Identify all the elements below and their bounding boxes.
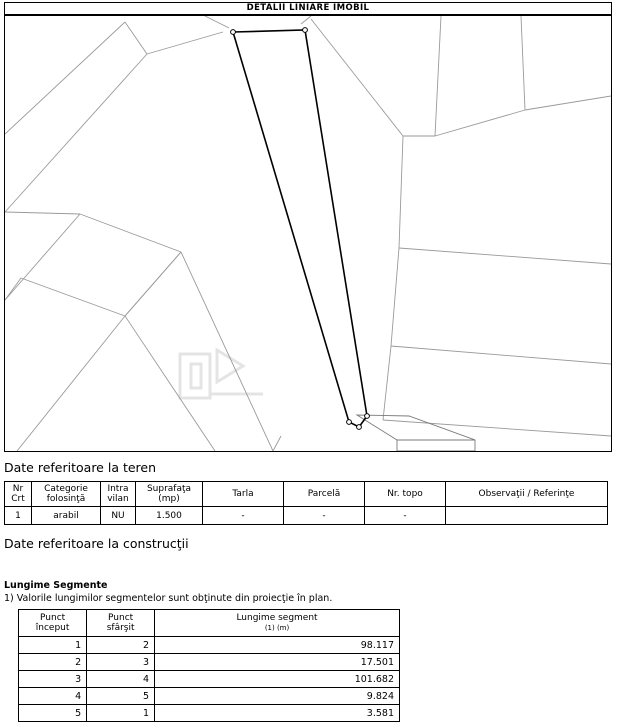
header-categorie-line2: folosinţă (46, 494, 86, 504)
header-intravilan (101, 482, 136, 507)
cell-punct-inceput: 2 (19, 654, 87, 671)
teren-table (4, 481, 608, 525)
building-outline (357, 415, 475, 451)
header-suprafata (136, 482, 203, 507)
header-tarla: Tarla (203, 482, 284, 507)
cell-punct-inceput: 5 (19, 705, 87, 722)
header-lungime-label: Lungime segment (236, 613, 318, 623)
header-suprafata-line1: Suprafaţa (146, 484, 192, 494)
neighbor-parcel-lines (5, 16, 611, 451)
header-lungime-segment (155, 610, 400, 637)
table-row (19, 637, 400, 654)
header-nr-crt (5, 482, 32, 507)
table-row (19, 688, 400, 705)
cell-punct-inceput: 3 (19, 671, 87, 688)
table-header-row (5, 482, 608, 507)
segmente-table-body (19, 637, 400, 722)
cell-parcela: - (284, 507, 365, 525)
cell-punct-sfarsit: 2 (87, 637, 155, 654)
cell-lungime: 3.581 (155, 705, 400, 722)
header-punct-inceput (19, 610, 87, 637)
cadastral-map (5, 16, 611, 451)
header-parcela: Parcelă (284, 482, 365, 507)
cell-lungime: 9.824 (155, 688, 400, 705)
header-intravilan-line2: vilan (107, 494, 129, 504)
cell-punct-sfarsit: 3 (87, 654, 155, 671)
cell-lungime: 17.501 (155, 654, 400, 671)
table-row (19, 654, 400, 671)
cell-lungime: 98.117 (155, 637, 400, 654)
header-nr-crt-line2: Crt (11, 494, 25, 504)
cell-punct-inceput: 4 (19, 688, 87, 705)
parcel-vertices (231, 28, 370, 430)
cell-punct-inceput: 1 (19, 637, 87, 654)
page-title: DETALII LINIARE IMOBIL (4, 2, 612, 15)
cell-nr-topo: - (365, 507, 446, 525)
teren-section-title: Date referitoare la teren (4, 460, 157, 475)
cell-intravilan: NU (101, 507, 136, 525)
map-frame (4, 15, 612, 452)
main-parcel-polygon (233, 30, 367, 427)
cell-nr-crt: 1 (5, 507, 32, 525)
table-row (5, 507, 608, 525)
header-categorie-line1: Categorie (44, 484, 88, 494)
table-row (19, 671, 400, 688)
header-punct-sfarsit (87, 610, 155, 637)
cell-tarla: - (203, 507, 284, 525)
table-header-row (19, 610, 400, 637)
constructii-section-title: Date referitoare la construcţii (4, 536, 189, 551)
header-lungime-unit: (1) (m) (264, 624, 290, 632)
cell-punct-sfarsit: 5 (87, 688, 155, 705)
header-observatii: Observaţii / Referinţe (446, 482, 608, 507)
cell-lungime: 101.682 (155, 671, 400, 688)
lungime-segmente-note: 1) Valorile lungimilor segmentelor sunt obţinute din proiecţie în plan. (4, 593, 333, 604)
cell-categorie: arabil (32, 507, 101, 525)
segmente-table (18, 609, 400, 722)
header-punct-sfarsit-line2: sfârşit (106, 623, 135, 633)
cell-suprafata: 1.500 (136, 507, 203, 525)
header-categorie (32, 482, 101, 507)
watermark-logo (180, 350, 263, 398)
header-punct-sfarsit-line1: Punct (108, 613, 134, 623)
cell-punct-sfarsit: 4 (87, 671, 155, 688)
header-punct-inceput-line2: început (35, 623, 70, 633)
header-nr-topo: Nr. topo (365, 482, 446, 507)
cell-observatii (446, 507, 608, 525)
cell-punct-sfarsit: 1 (87, 705, 155, 722)
header-nr-crt-line1: Nr (12, 484, 24, 494)
header-punct-inceput-line1: Punct (40, 613, 66, 623)
header-suprafata-line2: (mp) (158, 494, 180, 504)
lungime-segmente-title: Lungime Segmente (4, 580, 108, 591)
table-row (19, 705, 400, 722)
header-intravilan-line1: Intra (107, 484, 129, 494)
